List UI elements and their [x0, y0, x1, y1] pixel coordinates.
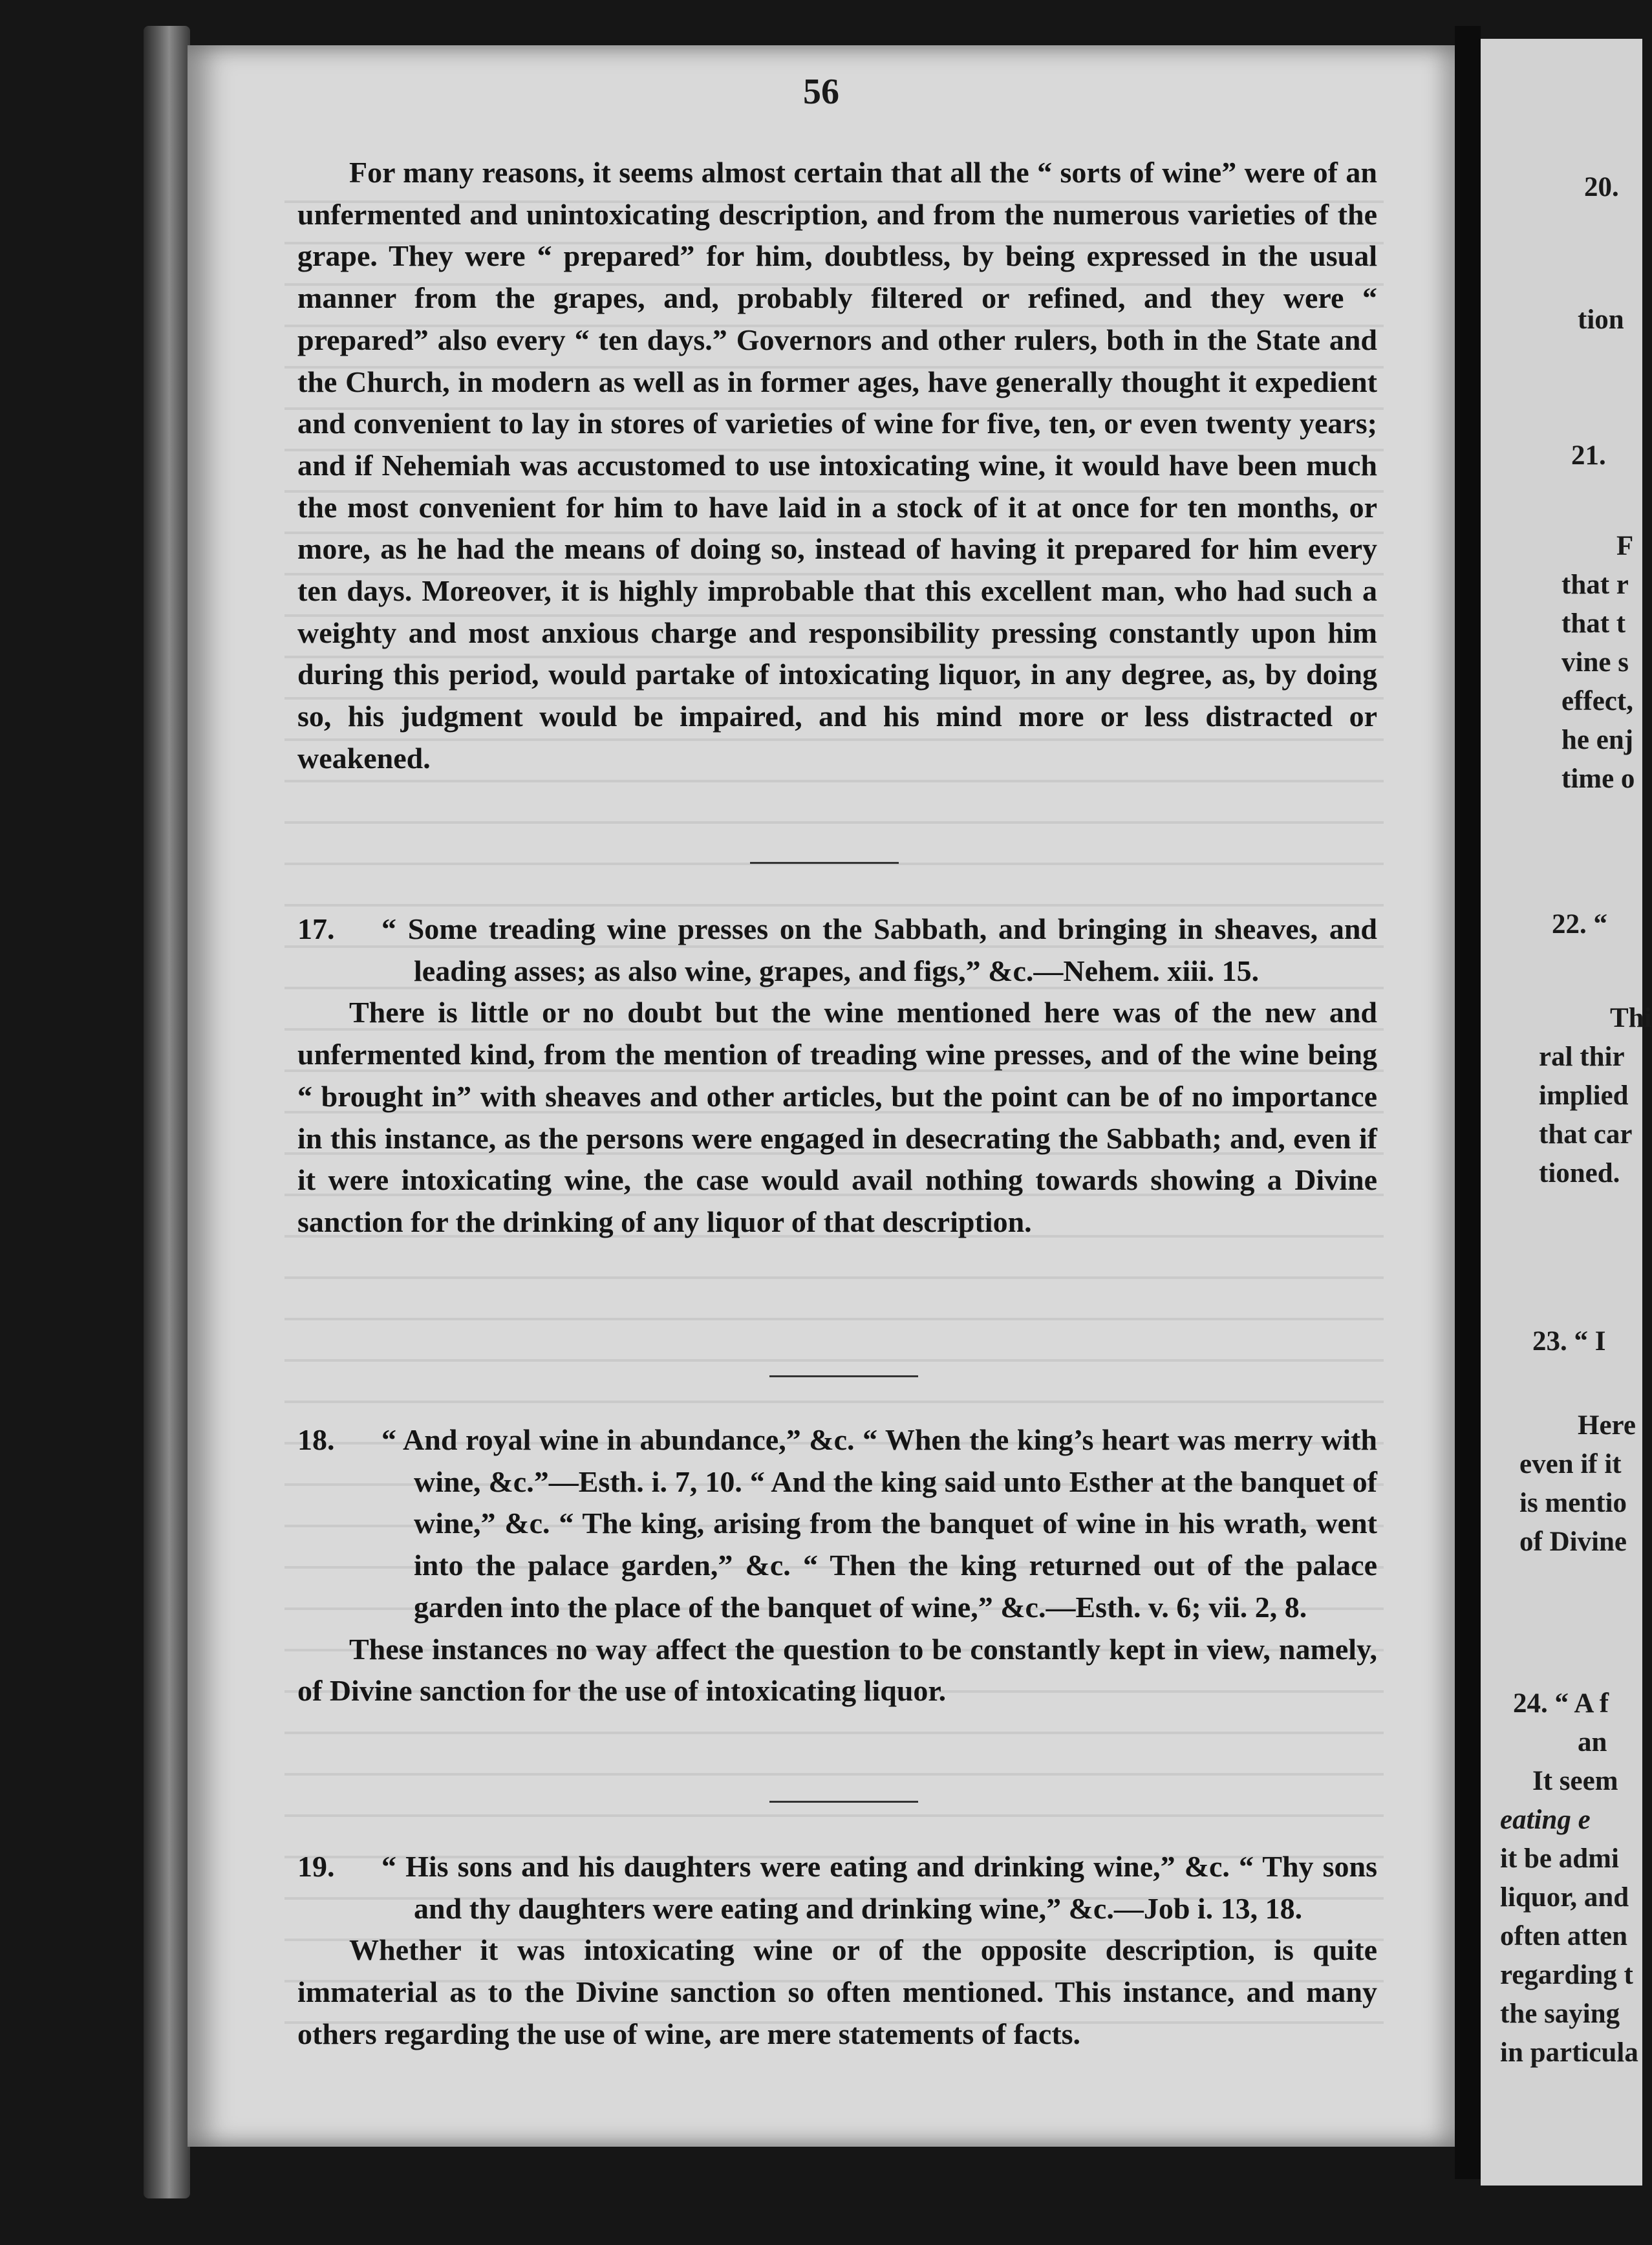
- intro-paragraph-block: [297, 152, 1377, 780]
- facing-fragment: implied: [1539, 1080, 1629, 1111]
- entry-17: [297, 908, 1377, 1243]
- facing-fragment: 22. “: [1552, 909, 1607, 940]
- facing-fragment: 24. “ A f: [1513, 1688, 1609, 1719]
- facing-fragment: 20.: [1584, 172, 1619, 202]
- facing-fragment: of Divine: [1519, 1527, 1627, 1557]
- facing-fragment: an: [1578, 1727, 1607, 1757]
- facing-fragment: that car: [1539, 1119, 1633, 1150]
- page-gutter: [1455, 26, 1481, 2179]
- facing-fragment: tioned.: [1539, 1158, 1620, 1188]
- entry-quote: “ His sons and his daughters were eating and drinking wine,” &c. “ Thy sons and thy daughters were eating and drinking wine,” &c.—Job i. 13, 18.: [381, 1850, 1377, 1925]
- facing-fragment: F: [1616, 531, 1634, 561]
- facing-fragment: Here: [1578, 1410, 1636, 1441]
- entry-quote: “ And royal wine in abundance,” &c. “ When the king’s heart was merry with wine, &c.”—Esth. i. 7, 10. “ And the king said unto Esther at the banquet of wine,” &c. “ The king, arising from the banquet of wine in his wrath, went into the palace garden,” &c. “ Then the king returned out of the palace garden into the place of the banquet of wine,” &c.—Esth. v. 6; vii. 2, 8.: [381, 1423, 1377, 1624]
- entry-18: [297, 1419, 1377, 1712]
- facing-fragment: regarding t: [1500, 1960, 1633, 1990]
- entry-number: 18.: [297, 1423, 335, 1456]
- facing-fragment: in particula: [1500, 2037, 1638, 2068]
- facing-fragment: that r: [1561, 570, 1629, 600]
- facing-fragment: It seem: [1532, 1766, 1618, 1796]
- section-divider: [750, 862, 899, 864]
- intro-paragraph: For many reasons, it seems almost certain that all the “ sorts of wine” were of an unfermented and unintoxicating description, and from the numerous varieties of the grape. They were “ prepared” for him, doubtless, by being expressed in the usual manner from the grapes, and, probably filtered or refined, and they were “ prepared” also every “ ten days.” Governors and other rulers, both in the State and the Church, in modern as well as in former ages, have generally thought it expedient and convenient to lay in stores of varieties of wine for five, ten, or even twenty years; and if Nehemiah was accustomed to use intoxicating wine, it would have been much the most convenient for him to have laid in a stock of it at once for ten months, or more, as he had the means of doing so, instead of having it prepared for him every ten days. Moreover, it is highly improbable that this excellent man, who had such a weighty and most anxious charge and responsibility pressing constantly upon him during this period, would partake of intoxicating liquor, in any degree, as, by doing so, his judgment would be impaired, and his mind more or less distracted or weakened.: [297, 156, 1377, 775]
- facing-fragment: Thi: [1610, 1003, 1652, 1033]
- facing-fragment: time o: [1561, 764, 1635, 794]
- book-page: [188, 45, 1455, 2147]
- facing-fragment: vine s: [1561, 647, 1629, 678]
- facing-fragment: 21.: [1571, 440, 1606, 471]
- entry-number: 17.: [297, 912, 335, 945]
- facing-fragment: even if it: [1519, 1449, 1622, 1479]
- facing-fragment: it be admi: [1500, 1843, 1619, 1874]
- facing-fragment: tion: [1578, 305, 1624, 335]
- entry-number: 19.: [297, 1850, 335, 1883]
- entry-comment: There is little or no doubt but the wine mentioned here was of the new and unfermented kind, from the mention of treading wine presses, and of the wine being “ brought in” with sheaves and other articles, but the point can be of no importance in this instance, as the persons were engaged in desecrating the Sabbath; and, even if it were intoxicating wine, the case would avail nothing towards showing a Divine sanction for the drinking of any liquor of that description.: [297, 996, 1377, 1238]
- entry-quote: “ Some treading wine presses on the Sabbath, and bringing in sheaves, and leading asses; as also wine, grapes, and figs,” &c.—Nehem. xiii. 15.: [381, 912, 1377, 987]
- facing-fragment: 23. “ I: [1532, 1326, 1606, 1357]
- facing-fragment: eating e: [1500, 1805, 1591, 1835]
- facing-fragment: effect,: [1561, 686, 1633, 716]
- facing-fragment: liquor, and: [1500, 1882, 1629, 1913]
- facing-fragment: often atten: [1500, 1921, 1628, 1951]
- facing-fragment: the saying: [1500, 1999, 1620, 2029]
- section-divider: [769, 1375, 918, 1377]
- facing-fragment: he enj: [1561, 725, 1634, 755]
- page-number: 56: [803, 72, 839, 112]
- book-spine: [144, 26, 190, 2198]
- entry-comment: These instances no way affect the question to be constantly kept in view, namely, of Divine sanction for the use of intoxicating liquor.: [297, 1632, 1377, 1708]
- section-divider: [769, 1801, 918, 1803]
- facing-fragment: is mentio: [1519, 1488, 1627, 1518]
- entry-comment: Whether it was intoxicating wine or of the opposite description, is quite immaterial as to the Divine sanction so often mentioned. This instance, and many others regarding the use of wine, are mere statements of facts.: [297, 1933, 1377, 2050]
- facing-fragment: ral thir: [1539, 1042, 1625, 1072]
- entry-19: [297, 1846, 1377, 2056]
- facing-fragment: that t: [1561, 608, 1626, 639]
- facing-page: [1481, 39, 1652, 2186]
